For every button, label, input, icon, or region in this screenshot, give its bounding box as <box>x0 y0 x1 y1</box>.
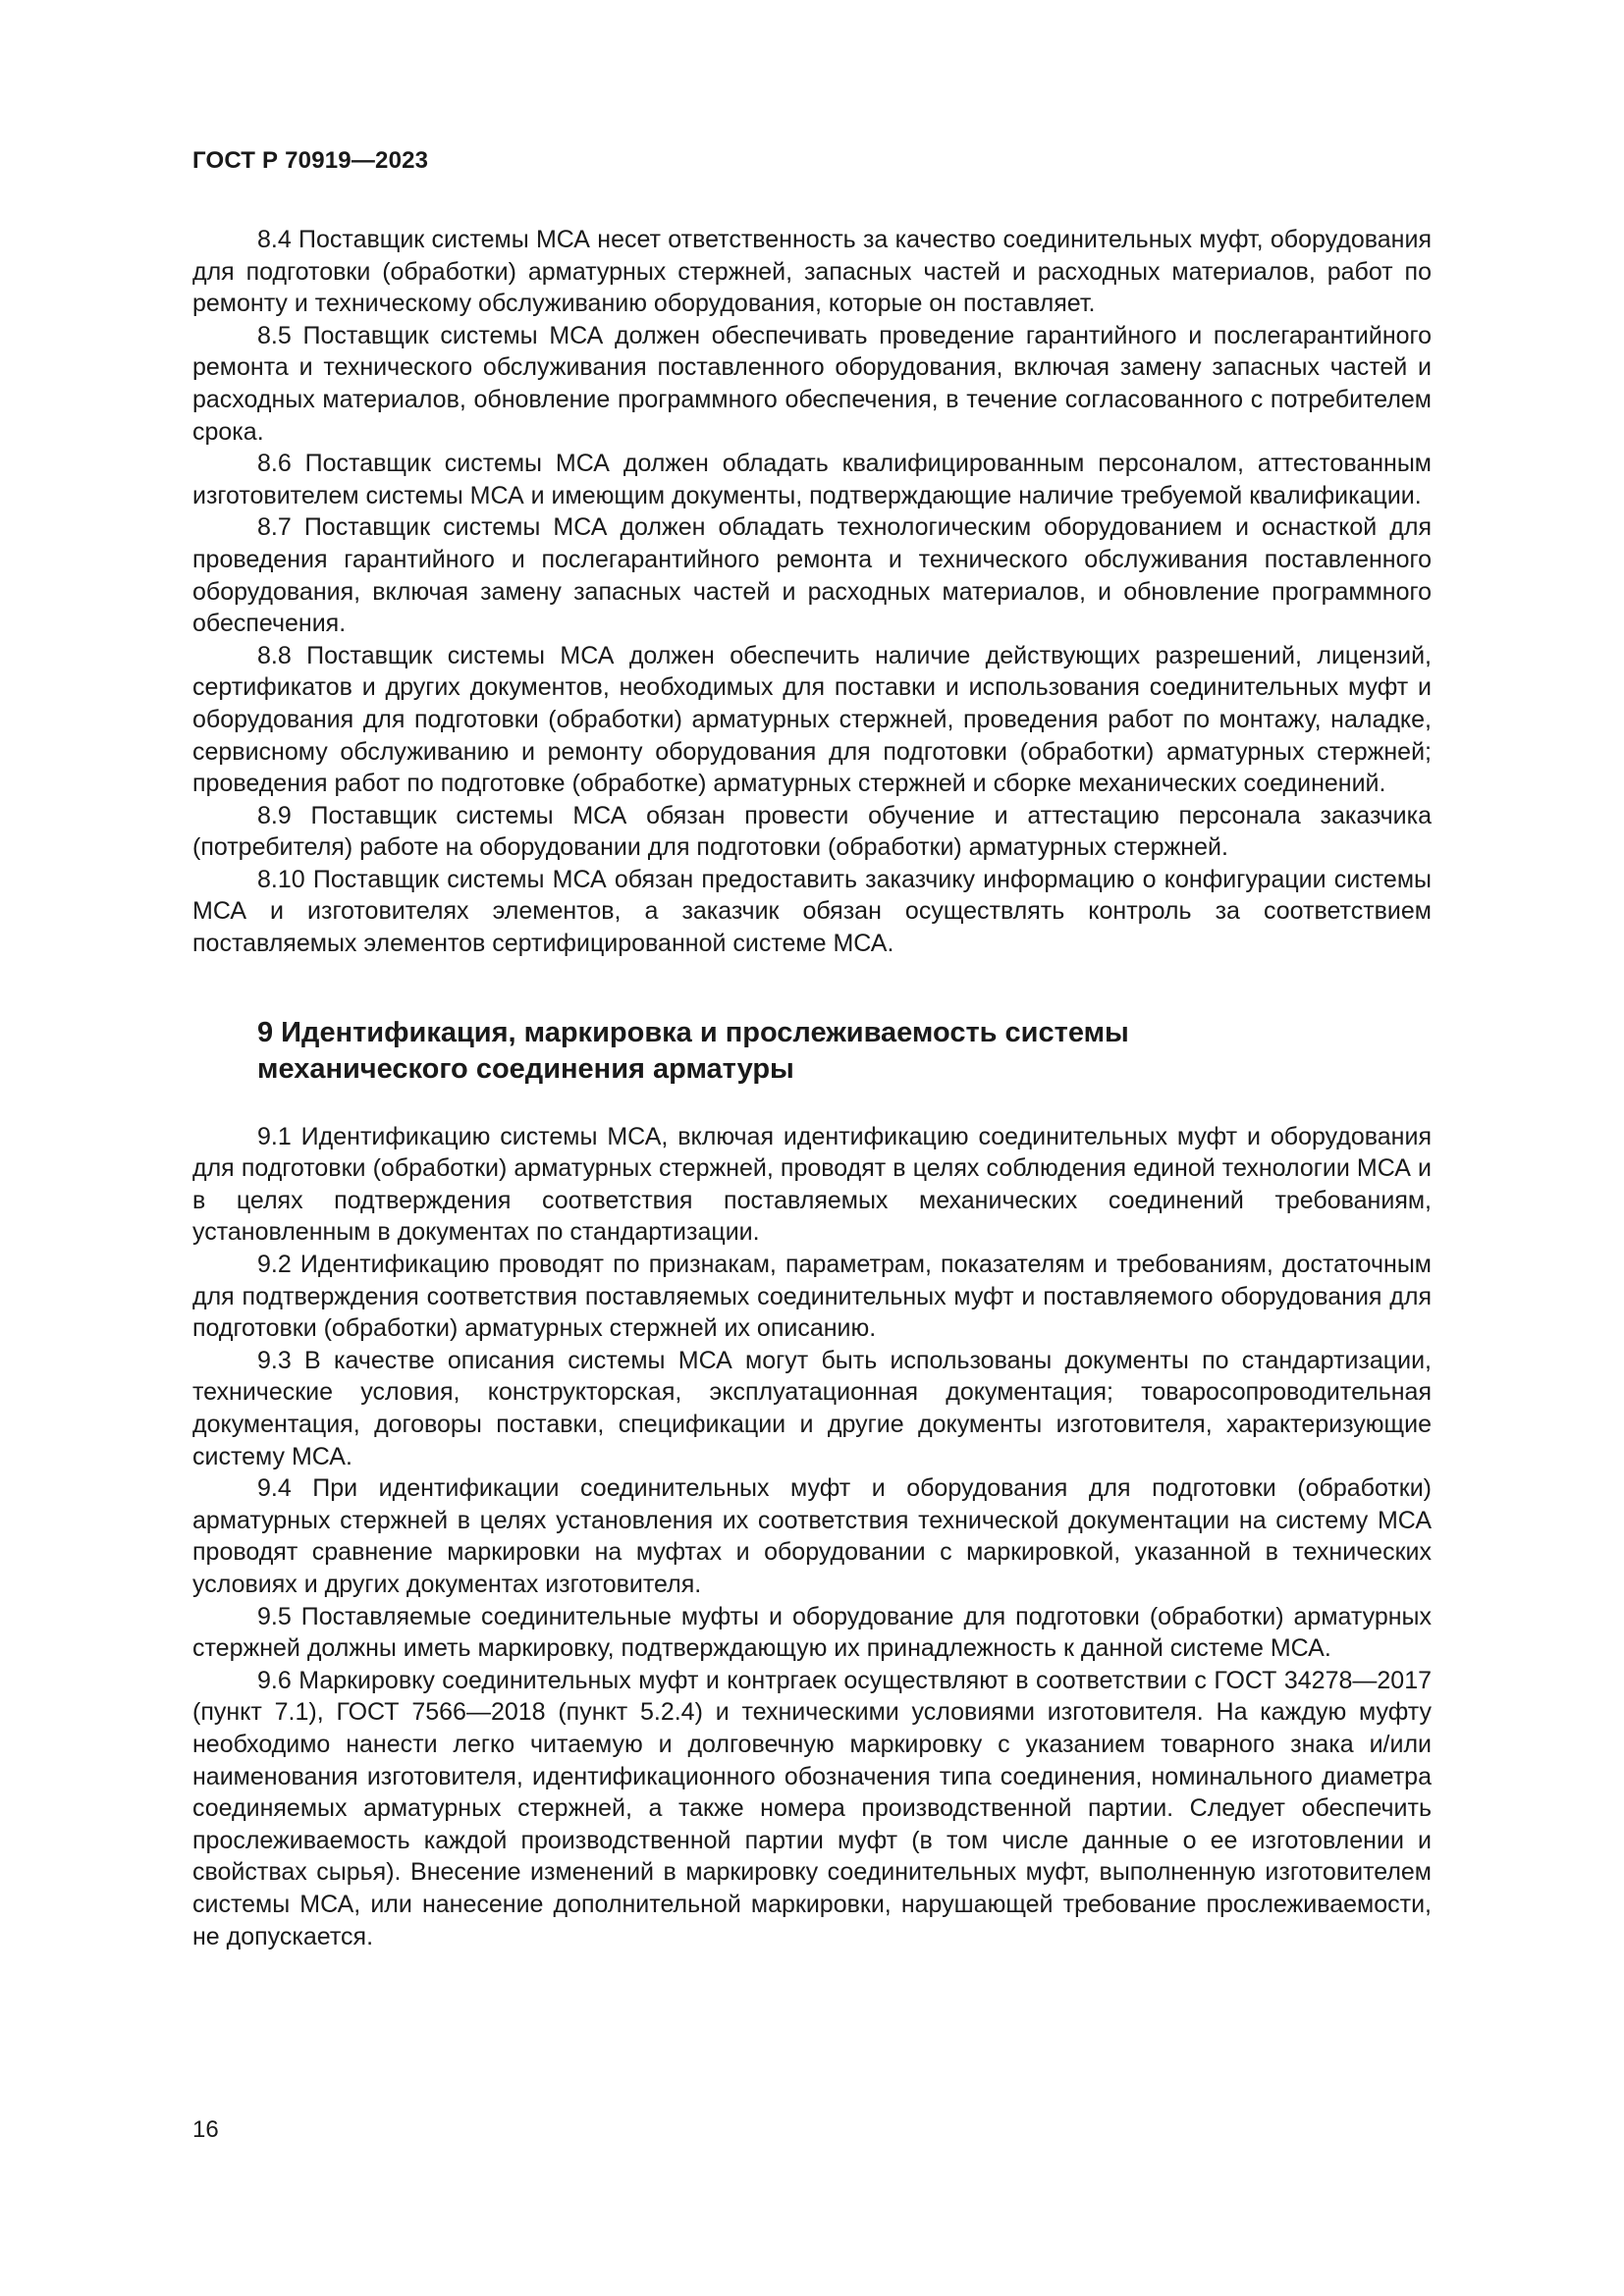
paragraph-8-5: 8.5 Поставщик системы МСА должен обеспечивать проведение гарантийного и послегарантийного ремонта и технического обслуживания поставленного оборудования, включая замену запасных частей и расходных материалов, обновление программного обеспечения, в течение согласованного с потребителем срока. <box>192 321 1432 446</box>
paragraph-9-2: 9.2 Идентификацию проводят по признакам, параметрам, показателям и требованиям, достаточным для подтверждения соответствия поставляемых соединительных муфт и поставляемого оборудования для подготовки (обработки) арматурных стержней их описанию. <box>192 1251 1432 1343</box>
paragraph-8-8: 8.8 Поставщик системы МСА должен обеспечить наличие действующих разрешений, лицензий, сертификатов и других документов, необходимых для поставки и использования соединительных муфт и оборудования для подготовки (обработки) арматурных стержней, проведения работ по монтажу, наладке, сервисному обслуживанию и ремонту оборудования для подготовки (обработки) арматурных стержней; проведения работ по подготовке (обработке) арматурных стержней и сборке механических соединений. <box>192 641 1432 798</box>
paragraph-9-5: 9.5 Поставляемые соединительные муфты и оборудование для подготовки (обработки) арматурных стержней должны иметь маркировку, подтверждающую их принадлежность к данной системе МСА. <box>192 1602 1432 1663</box>
paragraph-8-10: 8.10 Поставщик системы МСА обязан предоставить заказчику информацию о конфигурации системы МСА и изготовителях элементов, а заказчик обязан осуществлять контроль за соответствием поставляемых элементов сертифицированной системе МСА. <box>192 865 1432 958</box>
paragraph-9-3: 9.3 В качестве описания системы МСА могут быть использованы документы по стандартизации, технические условия, конструкторская, эксплуатационная документация; товаросопроводительная документация, договоры поставки, спецификации и другие документы изготовителя, характеризующие систему МСА. <box>192 1346 1432 1470</box>
paragraph-9-1: 9.1 Идентификацию системы МСА, включая идентификацию соединительных муфт и оборудования для подготовки (обработки) арматурных стержней, проводят в целях соблюдения единой технологии МСА и в целях подтверждения соответствия поставляемых механических соединений требованиям, установленным в документах по стандартизации. <box>192 1122 1432 1247</box>
paragraph-8-6: 8.6 Поставщик системы МСА должен обладать квалифицированным персоналом, аттестованным изготовителем системы МСА и имеющим документы, подтверждающие наличие требуемой квалификации. <box>192 450 1432 509</box>
paragraph-9-6: 9.6 Маркировку соединительных муфт и контргаек осуществляют в соответствии с ГОСТ 34278—2017 (пункт 7.1), ГОСТ 7566—2018 (пункт 5.2.4) и техническими условиями изготовителя. На каждую муфту необходимо нанести легко читаемую и долговечную маркировку с указанием товарного знака и/или наименования изготовителя, идентификационного обозначения типа соединения, номинального диаметра соединяемых арматурных стержней, а также номера производственной партии. Следует обеспечить прослеживаемость каждой производственной партии муфт (в том числе данные о ее изготовлении и свойствах сырья). Внесение изменений в маркировку соединительных муфт, выполненную изготовителем системы МСА, или нанесение дополнительной маркировки, нарушающей требование прослеживаемости, не допускается. <box>192 1666 1432 1950</box>
page-number: 16 <box>192 2116 219 2143</box>
section-9-heading: 9 Идентификация, маркировка и прослеживаемость системы механического соединения арматуры <box>257 1016 1129 1085</box>
document-code-header: ГОСТ Р 70919—2023 <box>192 147 429 174</box>
paragraph-8-4: 8.4 Поставщик системы МСА несет ответственность за качество соединительных муфт, оборудования для подготовки (обработки) арматурных стержней, запасных частей и расходных материалов, работ по ремонту и техническому обслуживанию оборудования, которые он поставляет. <box>192 226 1432 318</box>
paragraph-9-4: 9.4 При идентификации соединительных муфт и оборудования для подготовки (обработки) арматурных стержней в целях установления их соответствия технической документации на систему МСА проводят сравнение маркировки на муфтах и оборудовании с маркировкой, указанной в технических условиях и других документах изготовителя. <box>192 1474 1432 1598</box>
paragraph-8-9: 8.9 Поставщик системы МСА обязан провести обучение и аттестацию персонала заказчика (потребителя) работе на оборудовании для подготовки (обработки) арматурных стержней. <box>192 801 1432 862</box>
paragraph-8-7: 8.7 Поставщик системы МСА должен обладать технологическим оборудованием и оснасткой для проведения гарантийного и послегарантийного ремонта и технического обслуживания поставленного оборудования, включая замену запасных частей и расходных материалов, и обновление программного обеспечения. <box>192 513 1432 638</box>
page-content <box>192 224 1432 1952</box>
